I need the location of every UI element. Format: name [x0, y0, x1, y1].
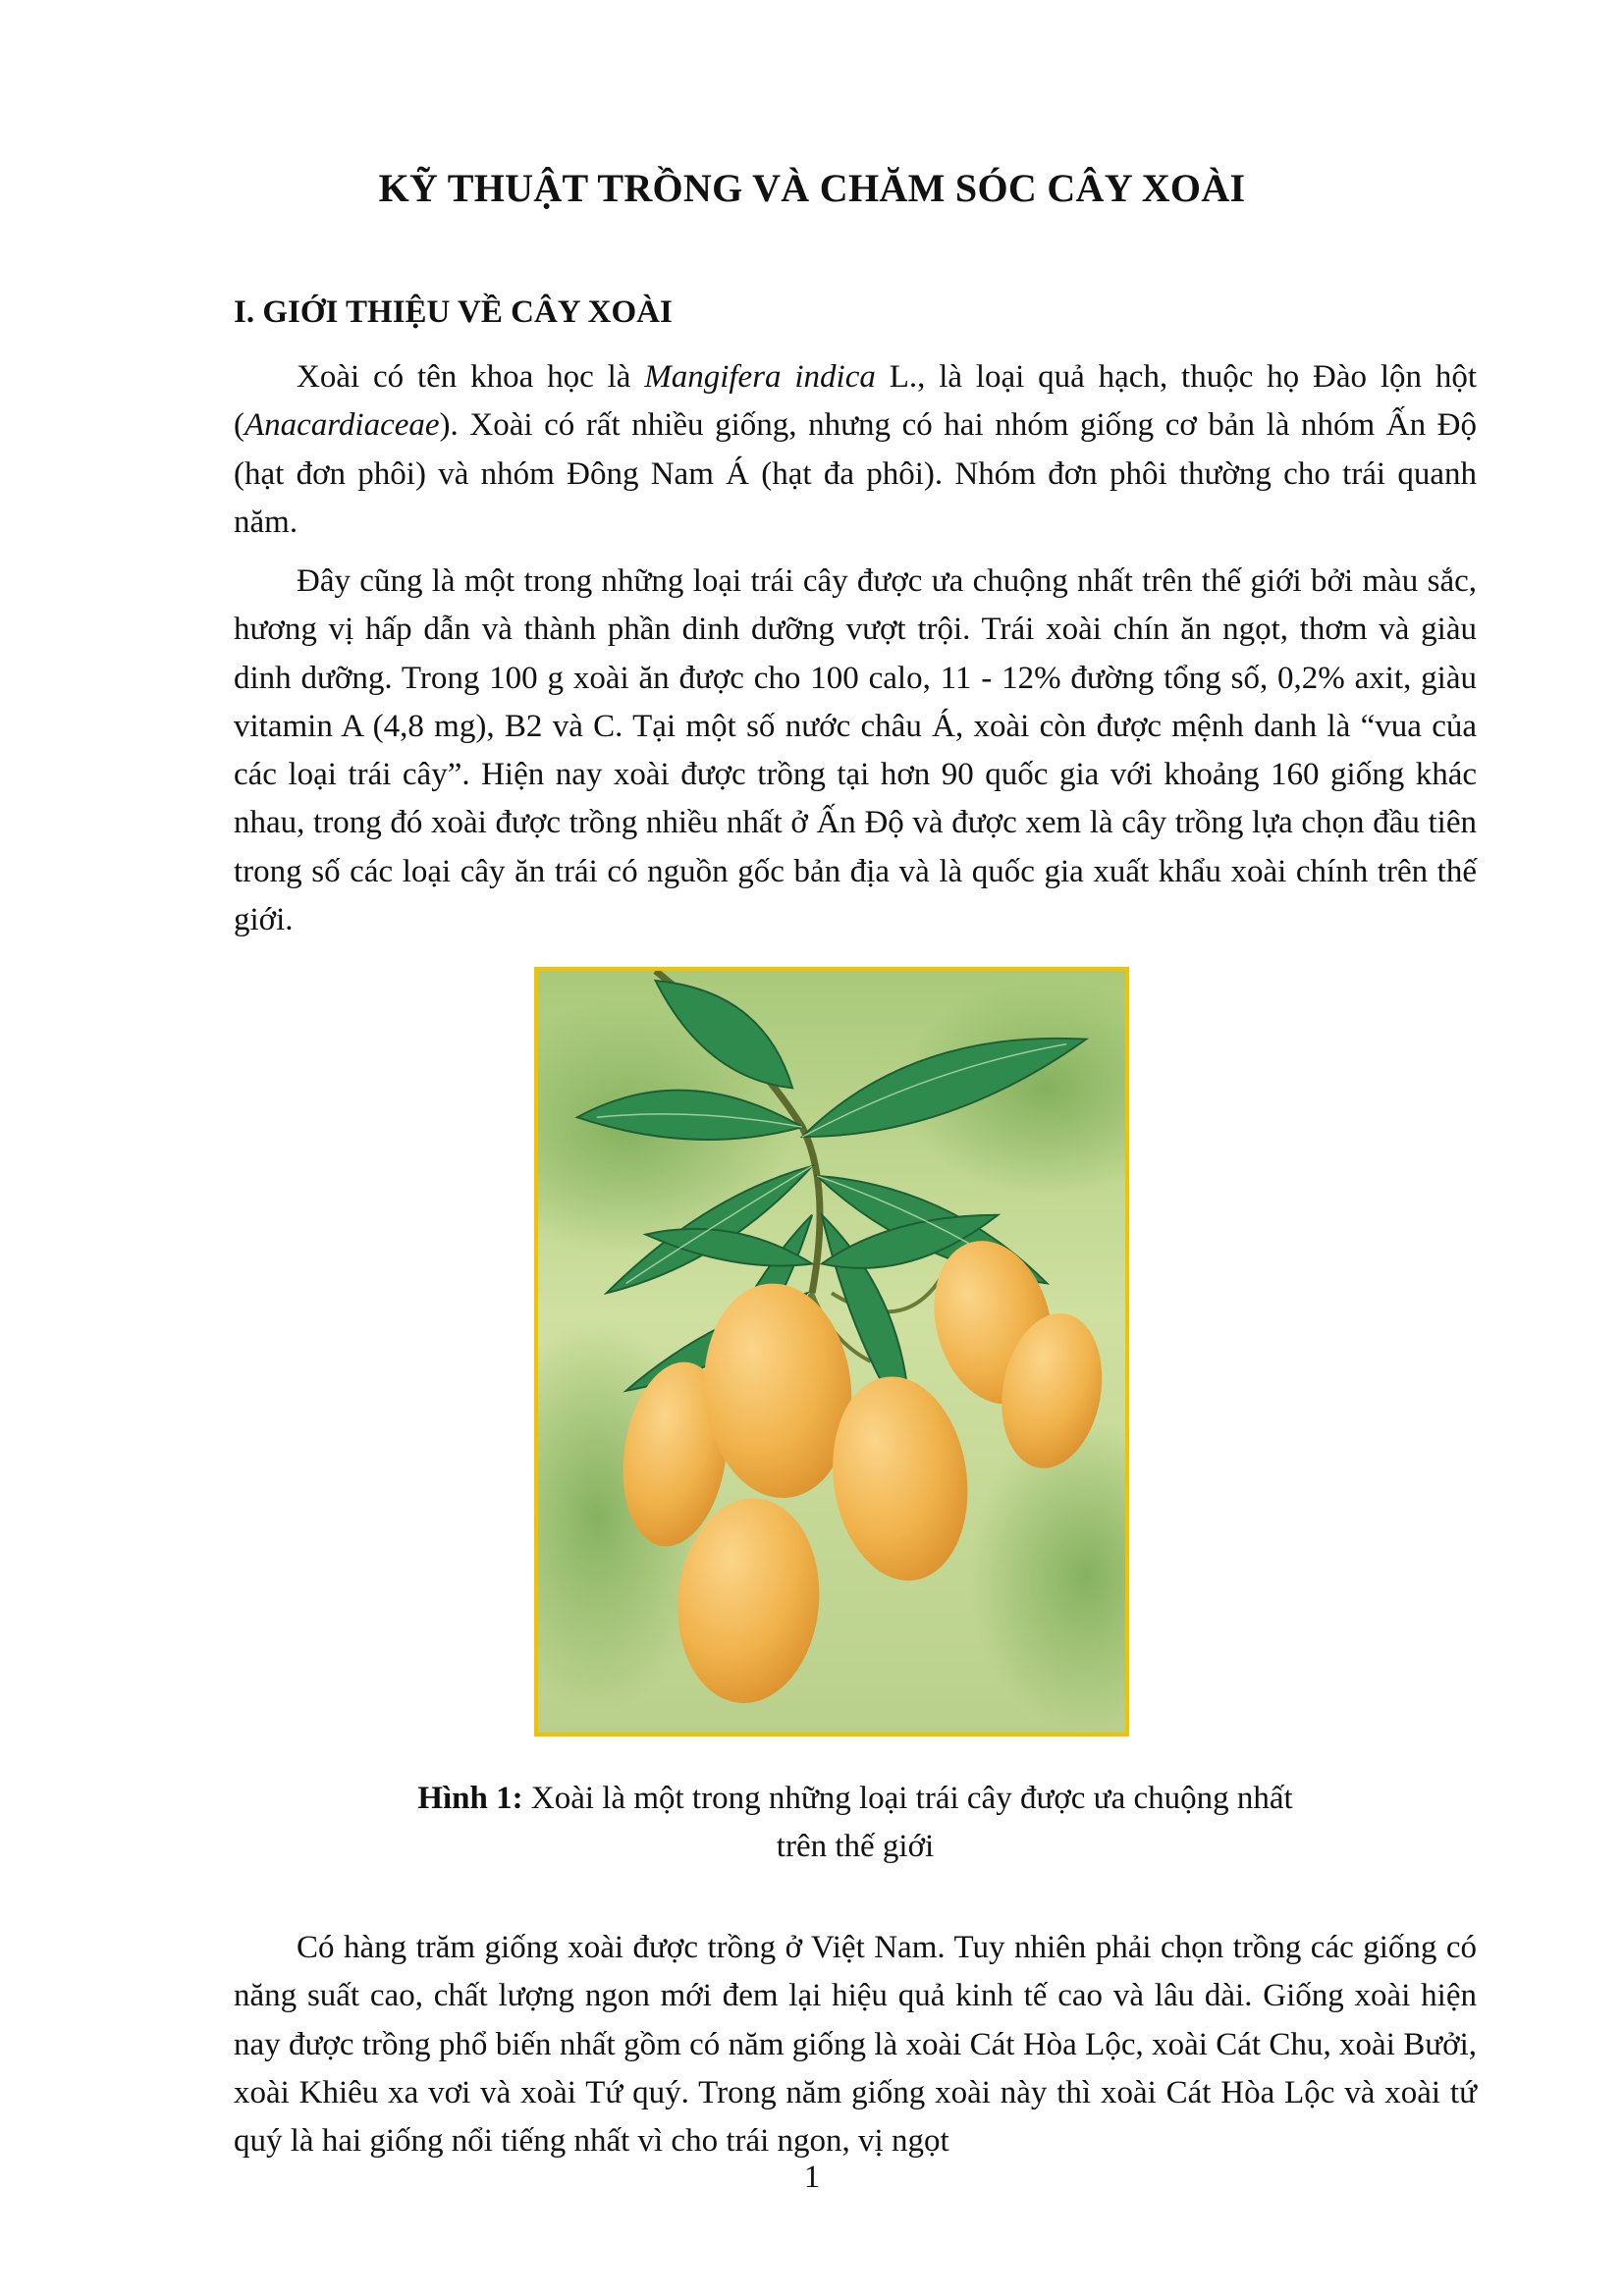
scientific-name: Mangifera indica	[644, 359, 876, 395]
intro-paragraph	[234, 353, 1477, 547]
intro-text-3: ). Xoài có rất nhiều giống, nhưng có hai nhóm giống cơ bản là nhóm Ấn Độ (hạt đơn phôi) và nhóm Đông Nam Á (hạt đa phôi). Nhóm đơn phôi thường cho trái quanh năm.	[234, 407, 1477, 540]
caption-line-2: trên thế giới	[776, 1829, 935, 1864]
section-heading: I. GIỚI THIỆU VỀ CÂY XOÀI	[234, 294, 673, 330]
figure-caption	[234, 1775, 1477, 1871]
family-name: Anacardiaceae	[244, 407, 440, 444]
page-number: 1	[803, 2160, 821, 2195]
varieties-paragraph: Có hàng trăm giống xoài được trồng ở Việt Nam. Tuy nhiên phải chọn trồng các giống có năng suất cao, chất lượng ngon mới đem lại hiệu quả kinh tế cao và lâu dài. Giống xoài hiện nay được trồng phổ biến nhất gồm có năm giống là xoài Cát Hòa Lộc, xoài Cát Chu, xoài Bưởi, xoài Khiêu xa vơi và xoài Tứ quý. Trong năm giống xoài này thì xoài Cát Hòa Lộc và xoài tứ quý là hai giống nổi tiếng nhất vì cho trái ngon, vị ngọt	[234, 1930, 1477, 2160]
mango-photo	[534, 967, 1129, 1736]
intro-text-2: L., là loại quả hạch, thuộc họ Đào lộn hột (	[234, 359, 1477, 444]
mango-tree-illustration	[538, 971, 1125, 1733]
document-title: KỸ THUẬT TRỒNG VÀ CHĂM SÓC CÂY XOÀI	[378, 166, 1246, 210]
caption-line-1: Xoài là một trong những loại trái cây được ưa chuộng nhất	[522, 1781, 1293, 1816]
figure-label: Hình 1:	[417, 1781, 523, 1816]
nutrition-paragraph: Đây cũng là một trong những loại trái cây được ưa chuộng nhất trên thế giới bởi màu sắc, hương vị hấp dẫn và thành phần dinh dưỡng vượt trội. Trái xoài chín ăn ngọt, thơm và giàu dinh dưỡng. Trong 100 g xoài ăn được cho 100 calo, 11 - 12% đường tổng số, 0,2% axit, giàu vitamin A (4,8 mg), B2 và C. Tại một số nước châu Á, xoài còn được mệnh danh là “vua của các loại trái cây”. Hiện nay xoài được trồng tại hơn 90 quốc gia với khoảng 160 giống khác nhau, trong đó xoài được trồng nhiều nhất ở Ấn Độ và được xem là cây trồng lựa chọn đầu tiên trong số các loại cây ăn trái có nguồn gốc bản địa và là quốc gia xuất khẩu xoài chính trên thế giới.	[234, 563, 1477, 938]
intro-text-1: Xoài có tên khoa học là	[297, 359, 645, 395]
